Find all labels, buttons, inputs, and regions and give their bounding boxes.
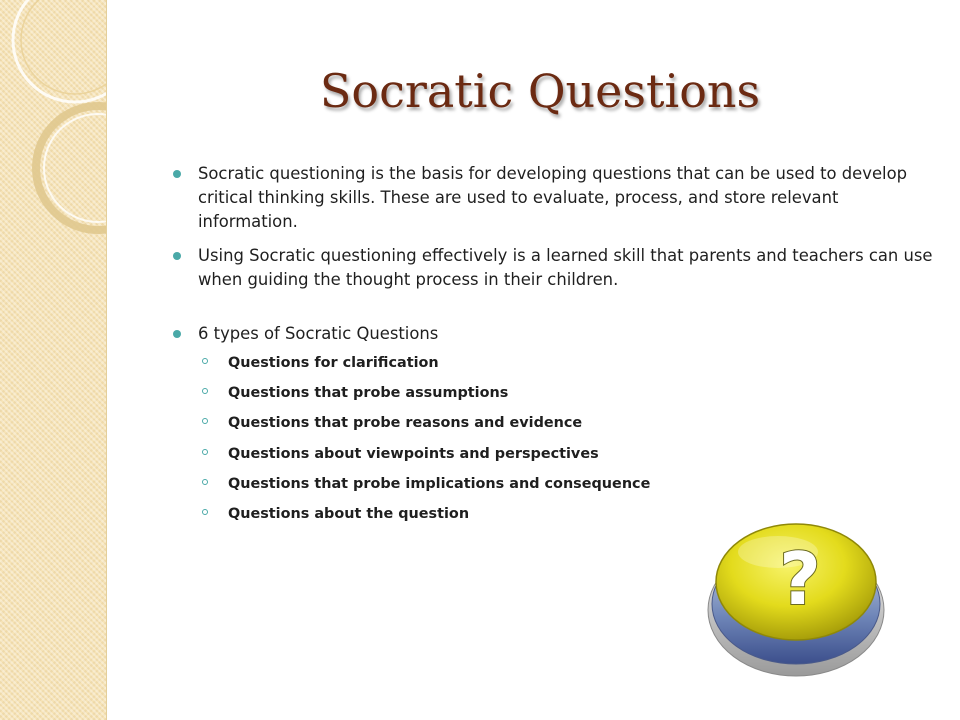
hollow-circle-bullet-icon: [202, 479, 208, 485]
sub-bullet-item: [170, 445, 935, 463]
sub-bullet-text: Questions that probe implications and consequence: [228, 475, 651, 492]
bullet-item: [170, 244, 935, 292]
hollow-circle-bullet-icon: [202, 358, 208, 364]
hollow-circle-bullet-icon: [202, 418, 208, 424]
hollow-circle-bullet-icon: [202, 388, 208, 394]
decorative-side-panel: [0, 0, 107, 720]
bullet-text: 6 types of Socratic Questions: [198, 324, 439, 343]
slide-title: Socratic Questions: [319, 64, 761, 118]
question-button-icon: [704, 508, 890, 684]
sub-bullet-item: [170, 475, 935, 493]
sub-bullet-text: Questions for clarification: [228, 355, 439, 371]
slide-content: [170, 162, 935, 535]
sub-bullet-text: Questions about viewpoints and perspectives: [228, 445, 599, 462]
sub-bullet-text: Questions that probe assumptions: [228, 385, 509, 402]
bullet-item: [170, 162, 935, 234]
hollow-circle-bullet-icon: [202, 509, 208, 515]
sub-bullet-item: [170, 354, 935, 372]
sub-bullet-text: Questions about the question: [228, 505, 470, 522]
bullet-dot-icon: [173, 170, 181, 178]
sub-bullet-item: [170, 414, 935, 432]
sub-bullet-item: [170, 384, 935, 402]
bullet-dot-icon: [173, 252, 181, 260]
bullet-dot-icon: [173, 330, 181, 338]
bullet-item: [170, 322, 935, 346]
bullet-text: Using Socratic questioning effectively is a learned skill that parents and teachers can use when guiding the thought process in their children.: [198, 246, 933, 289]
decorative-circles: [0, 0, 106, 720]
hollow-circle-bullet-icon: [202, 449, 208, 455]
bullet-text: Socratic questioning is the basis for developing questions that can be used to develop critical thinking skills. These are used to evaluate, process, and store relevant information.: [198, 164, 908, 231]
sub-bullet-text: Questions that probe reasons and evidence: [228, 415, 583, 432]
question-mark-glyph: ?: [779, 537, 821, 621]
